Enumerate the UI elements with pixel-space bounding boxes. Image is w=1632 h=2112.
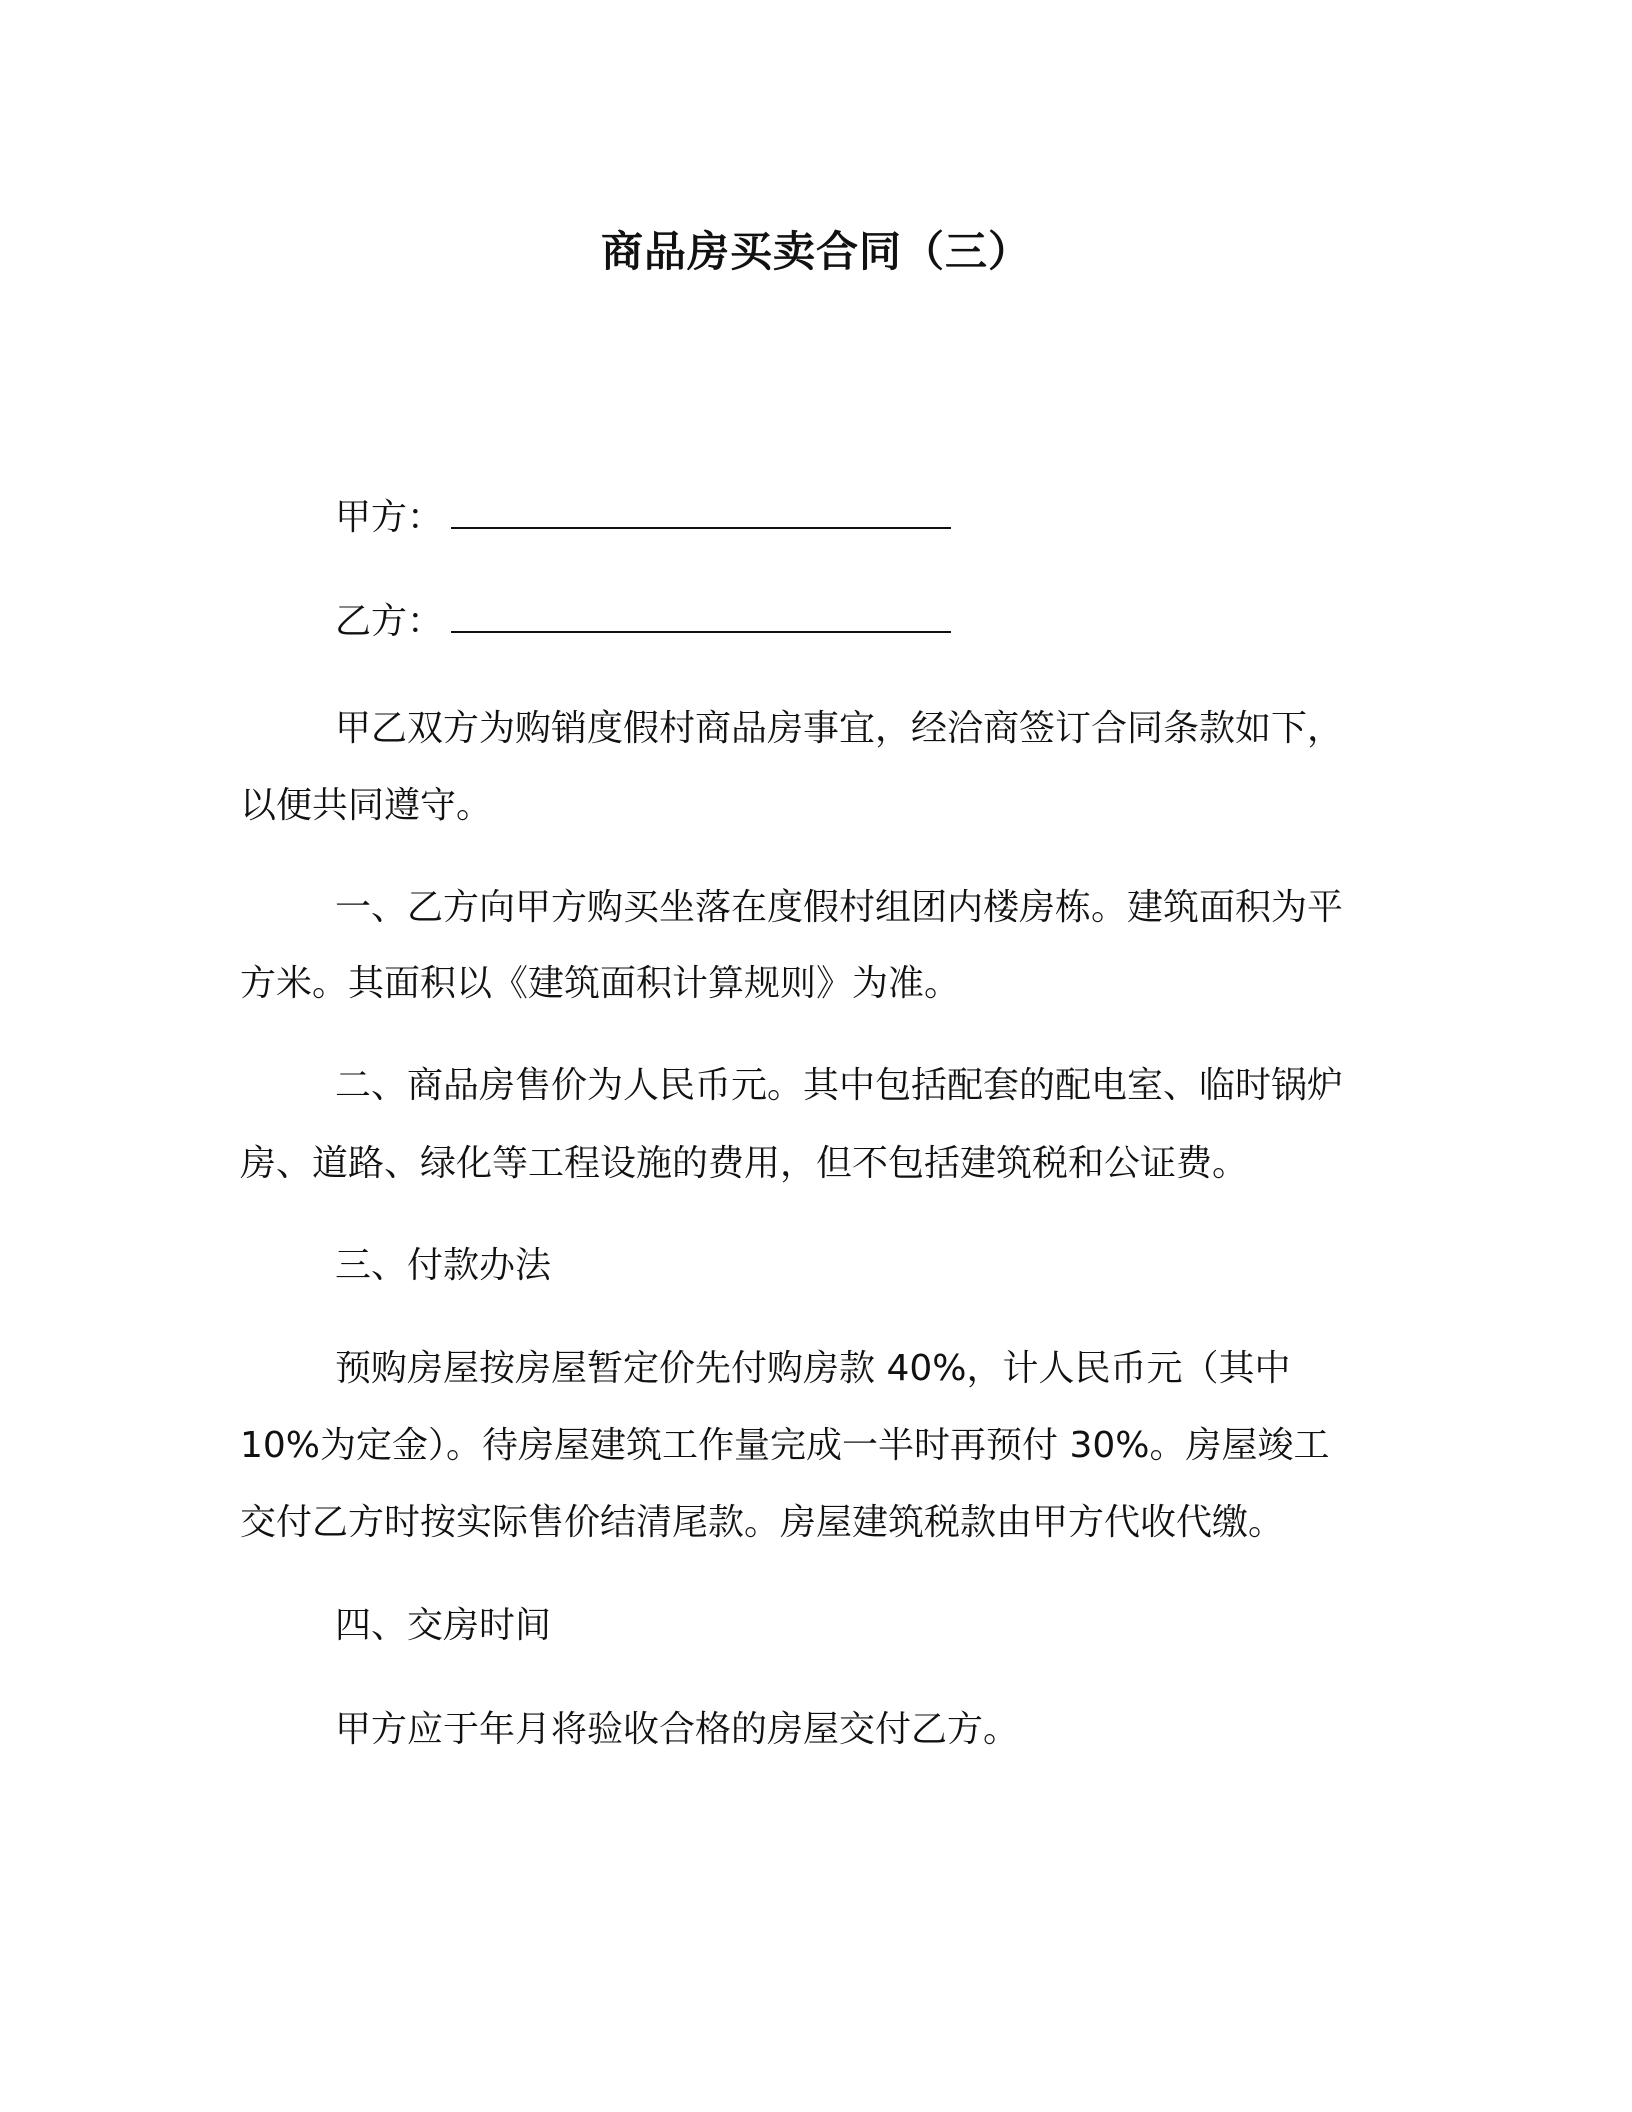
delivery-line-1: 甲方应于年月将验收合格的房屋交付乙方。 xyxy=(335,1709,1020,1750)
clause1-line-1: 一、乙方向甲方购买坐落在度假村组团内楼房栋。建筑面积为平 xyxy=(335,887,1344,928)
party-a-blank xyxy=(451,497,951,529)
clause3-heading: 三、付款办法 xyxy=(335,1245,552,1286)
payment-line-3: 交付乙方时按实际售价结清尾款。房屋建筑税款由甲方代收代缴。 xyxy=(240,1502,1285,1543)
intro-line-2: 以便共同遵守。 xyxy=(240,785,493,826)
clause4-heading: 四、交房时间 xyxy=(335,1605,552,1646)
party-a-label: 甲方： xyxy=(335,497,444,538)
party-b-label: 乙方： xyxy=(335,601,444,642)
party-a-line xyxy=(335,494,951,542)
clause2-line-2: 房、道路、绿化等工程设施的费用，但不包括建筑税和公证费。 xyxy=(240,1143,1249,1184)
payment-line-1: 预购房屋按房屋暂定价先付购房款 40%，计人民币元（其中 xyxy=(335,1348,1291,1389)
clause2-line-1: 二、商品房售价为人民币元。其中包括配套的配电室、临时锅炉 xyxy=(335,1065,1344,1106)
party-b-line xyxy=(335,598,951,646)
clause1-line-2: 方米。其面积以《建筑面积计算规则》为准。 xyxy=(240,963,961,1004)
document-title: 商品房买卖合同（三） xyxy=(600,227,1031,276)
party-b-blank xyxy=(451,601,951,633)
payment-line-2: 10%为定金）。待房屋建筑工作量完成一半时再预付 30%。房屋竣工 xyxy=(240,1425,1330,1466)
intro-line-1: 甲乙双方为购销度假村商品房事宜，经洽商签订合同条款如下， xyxy=(335,708,1344,749)
